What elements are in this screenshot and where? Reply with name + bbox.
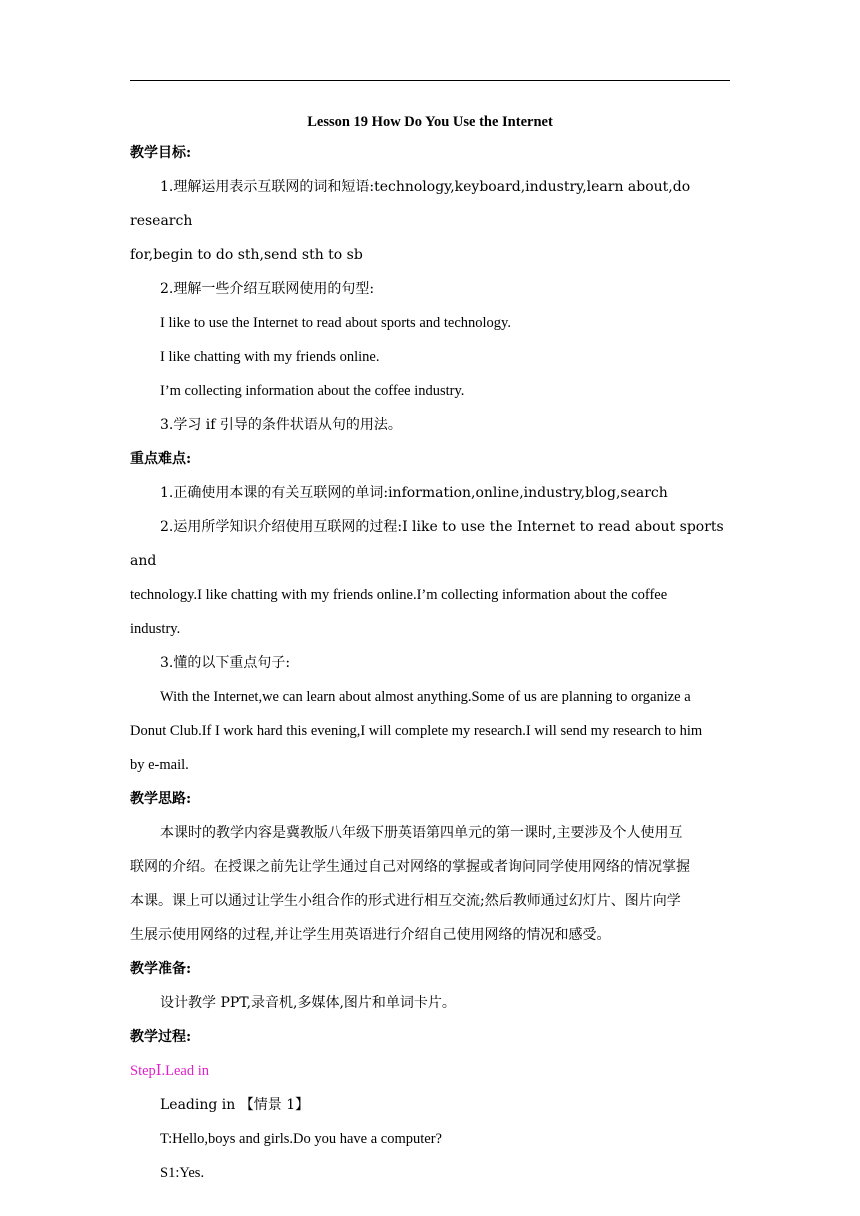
objective-sentence-3: I’m collecting information about the coffee industry.: [160, 383, 465, 399]
key-sentences-line-2: Donut Club.If I work hard this evening,I will complete my research.I will send my research to him: [130, 723, 703, 739]
objective-1-line-1: 1.理解运用表示互联网的词和短语:technology,keyboard,industry,learn about,do research: [130, 179, 691, 229]
objective-3: 3.学习 if 引导的条件状语从句的用法。: [160, 417, 402, 433]
document-body: [130, 108, 730, 1190]
key-point-2-line-3: industry.: [130, 621, 181, 637]
process-heading: 教学过程:: [130, 1029, 192, 1045]
key-sentences-line-1: With the Internet,we can learn about almost anything.Some of us are planning to organize a: [160, 689, 691, 705]
approach-heading: 教学思路:: [130, 791, 192, 807]
key-points-heading: 重点难点:: [130, 451, 192, 467]
objective-sentence-2: I like chatting with my friends online.: [160, 349, 380, 365]
leading-in-line: Leading in 【情景 1】: [160, 1097, 310, 1113]
teacher-line: T:Hello,boys and girls.Do you have a computer?: [160, 1131, 442, 1147]
key-point-2-line-1: 2.运用所学知识介绍使用互联网的过程:I like to use the Internet to read about sports and: [130, 519, 724, 569]
key-point-3: 3.懂的以下重点句子:: [160, 655, 291, 671]
lesson-title: Lesson 19 How Do You Use the Internet: [307, 114, 553, 130]
key-sentences-line-3: by e-mail.: [130, 757, 189, 773]
objective-sentence-1: I like to use the Internet to read about sports and technology.: [160, 315, 511, 331]
objectives-heading: 教学目标:: [130, 145, 192, 161]
key-point-2-line-2: technology.I like chatting with my friends online.I’m collecting information about the coffee: [130, 587, 668, 603]
approach-line-1: 本课时的教学内容是冀教版八年级下册英语第四单元的第一课时,主要涉及个人使用互: [160, 825, 683, 841]
approach-line-4: 生展示使用网络的过程,并让学生用英语进行介绍自己使用网络的情况和感受。: [130, 927, 611, 943]
objective-1-line-2: for,begin to do sth,send sth to sb: [130, 247, 363, 263]
step-1-heading: StepⅠ.Lead in: [130, 1063, 210, 1079]
objective-2: 2.理解一些介绍互联网使用的句型:: [160, 281, 375, 297]
header-rule: [130, 80, 730, 81]
approach-line-2: 联网的介绍。在授课之前先让学生通过自己对网络的掌握或者询问同学使用网络的情况掌握: [130, 859, 690, 875]
key-point-1: 1.正确使用本课的有关互联网的单词:information,online,industry,blog,search: [160, 485, 668, 501]
preparation-text: 设计教学 PPT,录音机,多媒体,图片和单词卡片。: [160, 995, 456, 1011]
student-line: S1:Yes.: [160, 1165, 205, 1181]
approach-line-3: 本课。课上可以通过让学生小组合作的形式进行相互交流;然后教师通过幻灯片、图片向学: [130, 893, 681, 909]
preparation-heading: 教学准备:: [130, 961, 192, 977]
